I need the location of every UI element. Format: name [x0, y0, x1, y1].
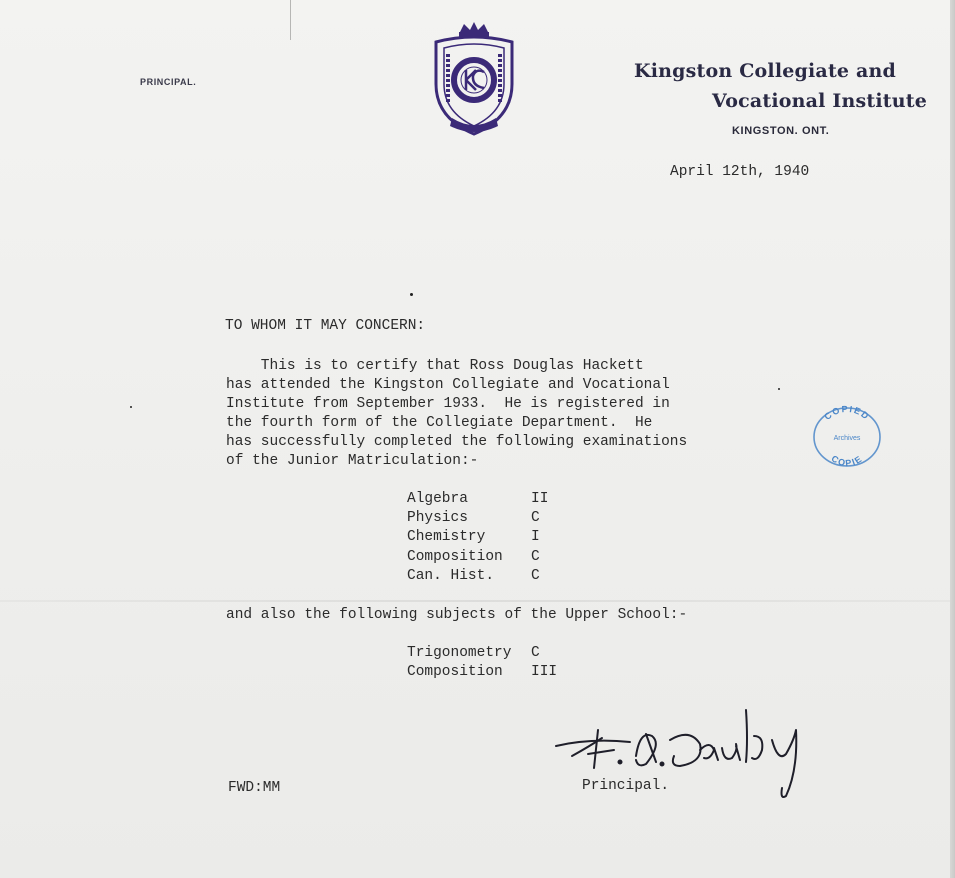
archives-copied-stamp: [811, 404, 883, 468]
junior-grade-value: II: [531, 491, 549, 507]
signature-title: Principal.: [582, 778, 670, 794]
stamp-bottom-text: COPIE: [829, 453, 865, 468]
junior-grade-value: I: [531, 529, 540, 545]
junior-grade-subject: Physics: [407, 510, 468, 526]
letter-salutation: TO WHOM IT MAY CONCERN:: [225, 318, 426, 334]
paper-speck: [410, 293, 413, 296]
letter-body-line: Institute from September 1933. He is registered in: [226, 396, 670, 412]
upper-grade-value: C: [531, 645, 540, 661]
junior-grade-subject: Composition: [407, 549, 503, 565]
junior-grade-subject: Algebra: [407, 491, 468, 507]
fold-crease: [0, 600, 955, 602]
letterhead-school-name-line1: Kingston Collegiate and: [634, 60, 897, 82]
upper-grade-value: III: [531, 664, 558, 680]
junior-grade-subject: Can. Hist.: [407, 568, 495, 584]
page-edge-shadow: [950, 0, 955, 878]
letterhead-city: KINGSTON. ONT.: [732, 125, 830, 137]
junior-grade-value: C: [531, 510, 540, 526]
paper-speck: [778, 388, 780, 390]
junior-grade-value: C: [531, 568, 540, 584]
letter-body-line: has attended the Kingston Collegiate and Vocational: [226, 377, 670, 393]
svg-text:COPIED: [822, 404, 871, 422]
letter-body-line: of the Junior Matriculation:-: [226, 453, 479, 469]
letter-body-line: This is to certify that Ross Douglas Hackett: [226, 358, 644, 374]
paper-speck: [130, 406, 132, 408]
letter-body-line: the fourth form of the Collegiate Department. He: [226, 415, 653, 431]
letterhead-principal-label: PRINCIPAL.: [140, 77, 197, 87]
upper-school-intro: and also the following subjects of the Upper School:-: [226, 607, 688, 623]
letter-date: April 12th, 1940: [670, 164, 810, 180]
top-crease: [290, 0, 291, 40]
upper-grade-subject: Composition: [407, 664, 503, 680]
upper-grade-subject: Trigonometry: [407, 645, 512, 661]
stamp-center-text: Archives: [833, 435, 861, 442]
junior-grade-value: C: [531, 549, 540, 565]
letter-body-line: has successfully completed the following examinations: [226, 434, 688, 450]
letterhead-school-name-line2: Vocational Institute: [712, 90, 928, 112]
junior-grade-subject: Chemistry: [407, 529, 486, 545]
svg-text:COPIE: [829, 453, 864, 468]
stamp-top-text: COPIED: [822, 404, 872, 422]
typist-initials: FWD:MM: [228, 780, 281, 796]
school-crest-icon: [428, 22, 520, 142]
